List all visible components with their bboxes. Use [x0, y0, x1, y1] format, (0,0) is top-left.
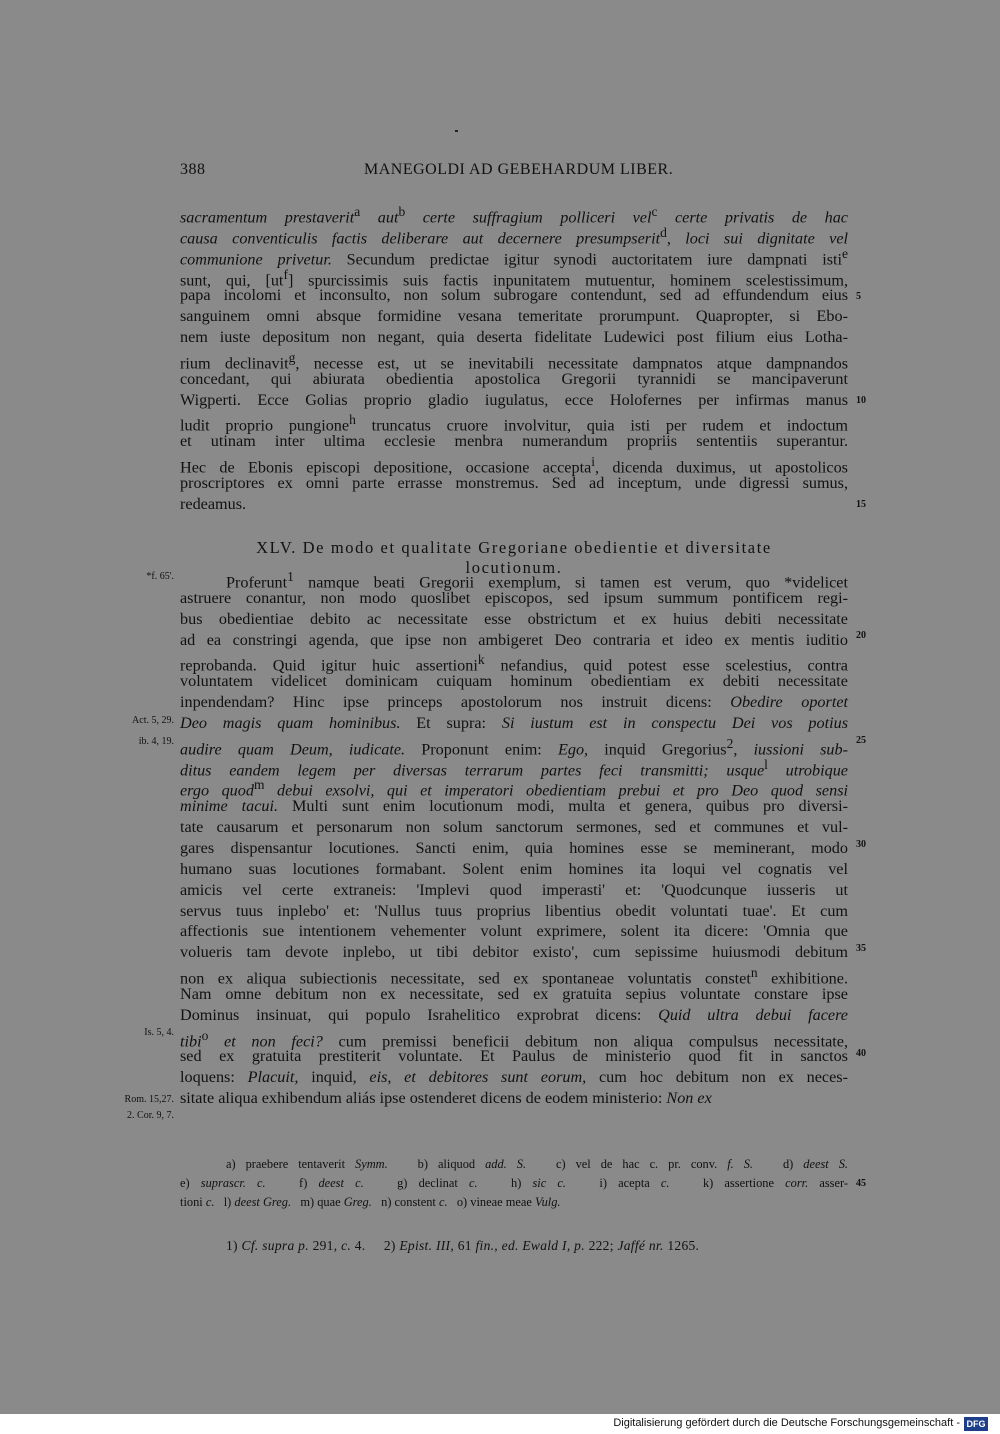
text-block-1: [180, 202, 848, 515]
page-mark: [455, 130, 458, 132]
margin-note: Rom. 15,27.: [124, 1094, 174, 1105]
text-line: minime tacui. Multi sunt enim locutionum modi, multa et genera, quibus pro diversi-: [180, 797, 848, 816]
text-line: astruere conantur, non modo quoslibet episcopos, sed ipsum summum pontificem regi-: [180, 588, 848, 607]
line-number: 5: [856, 291, 861, 302]
text-line: servus tuus inplebo' et: 'Nullus tuus proprius libentius obedit voluntati tuae'. Et cum: [180, 901, 848, 920]
text-line: volueris tam devote inplebo, ut tibi debitor existo', cum sepissime huiusmodi debitum: [180, 943, 848, 962]
text-line: voluntatem videlicet dominicam cuiquam hominum obedientiam ex debiti necessitate: [180, 672, 848, 691]
line-number: 35: [856, 943, 866, 954]
text-line: ad ea constringi agenda, que ipse non ambigeret Deo contraria et ideo ex mentis iuditio: [180, 630, 848, 649]
line-number: 20: [856, 630, 866, 641]
text-line: loquens: Placuit, inquid, eis, et debitores sunt eorum, cum hoc debitum non ex neces-: [180, 1068, 848, 1087]
text-line: sunt, qui, $[ut^f]$ spurcissimis suis factis inpunitatem mutuentur, hominem scelestissimum,: [180, 266, 848, 289]
text-line: nem iuste depositum non negant, quia deserta fidelitate Ludewici post filium eius Lotha-: [180, 328, 848, 347]
funding-notice: Digitalisierung gefördert durch die Deutsche Forschungsgemeinschaft -: [613, 1417, 960, 1429]
dfg-logo: DFG: [964, 1417, 988, 1431]
text-line: communione privetur. Secundum predictae igitur synodi auctoritatem iure dampnati isti$^e$: [180, 245, 848, 269]
text-line: rium declinavit$^g$, necesse est, ut se inevitabili necessitate dampnatos atque dampnandos: [180, 349, 848, 373]
text-line: affectionis sue intentionem vehementer volunt exprimere, solent ita dicere: 'Omnia que: [180, 922, 848, 941]
text-line: amicis vel certe extraneis: 'Implevi quod imperasti' et: 'Quodcunque iusseris ut: [180, 880, 848, 899]
text-line: reprobanda. Quid igitur huic assertioni$^k$ nefandius, quid potest esse scelestius, contra: [180, 652, 848, 675]
text-line: papa incolomi et inconsulto, non solum subrogare contendunt, sed ad effundendum eius: [180, 286, 848, 305]
text-block-2: [180, 567, 848, 1109]
line-number: 30: [856, 839, 866, 850]
margin-note: *f. 65'.: [146, 571, 174, 582]
margin-note: Is. 5, 4.: [144, 1027, 174, 1038]
text-line: non ex aliqua subiectionis necessitate, sed ex spontaneae voluntatis constet$^n$ exhibitione.: [180, 965, 848, 988]
text-line: sed ex gratuita prestiterit voluntate. Et Paulus de ministerio quod fit in sanctos: [180, 1047, 848, 1066]
margin-note: Act. 5, 29.: [132, 715, 174, 726]
references: 1) Cf. supra p. 291, c. 4. 2) Epist. III, 61 fin., ed. Ewald I, p. 222; Jaffé nr. 1265.: [226, 1238, 700, 1253]
line-number: 40: [856, 1048, 866, 1059]
text-line: Hec de Ebonis episcopi depositione, occasione accepta$^i$, dicenda duximus, ut apostolicos: [180, 454, 848, 477]
text-line: ditus eandem legem per diversas terrarum partes feci transmitti; usque$^l$ utrobique: [180, 756, 848, 779]
text-line: bus obedientiae debito ac necessitate esse obstrictum et ex huius debiti necessitate: [180, 609, 848, 628]
text-line: sacramentum prestaverit$^a$ aut$^b$ certe suffragium polliceri vel$^c$ certe privatis de hac: [180, 204, 848, 227]
text-line: e) suprascr. c. f) deest c. g) declinat c. h) sic c. i) acepta c. k) assertione corr. asser-: [180, 1176, 848, 1190]
text-line: Proferunt$^1$ namque beati Gregorii exemplum, si tamen est verum, quo *videlicet: [226, 569, 848, 592]
text-line: Nam omne debitum non ex necessitate, sed ex gratuita sepius voluntate constare ipse: [180, 984, 848, 1003]
line-number: 15: [856, 499, 866, 510]
text-line: Wigperti. Ecce Golias proprio gladio iugulatus, ecce Holofernes per infirmas manus: [180, 390, 848, 409]
footnotes: [180, 1155, 848, 1212]
page-number: 388: [180, 161, 206, 178]
text-line: humano suas locutiones formabant. Solent enim homines ita loqui vel cognatis vel: [180, 859, 848, 878]
text-line: inpendendam? Hinc ipse princeps apostolorum nos instruit dicens: Obedire oportet: [180, 693, 848, 712]
text-line: tate causarum et personarum non solum sanctorum sermones, sed et communes et vul-: [180, 818, 848, 837]
text-line: sitate aliqua exhibendum aliás ipse ostenderet dicens de eodem ministerio: Non ex: [180, 1089, 712, 1108]
section-title-line-1: XLV. De modo et qualitate Gregoriane obedientie et diversitate: [256, 538, 772, 557]
text-line: tibi$^o$ et non feci? cum premissi beneficii debitum non aliqua compulsus necessitate,: [180, 1027, 849, 1050]
text-line: Dominus insinuat, qui populo Israhelitico exprobrat dicens: Quid ultra debui facere: [180, 1005, 848, 1024]
page-header: [180, 161, 850, 183]
text-line: ludit proprio pungione$^h$ truncatus cruore involvitur, quia isti per rudem et indoctum: [180, 412, 848, 435]
text-line: a) praebere tentaverit Symm. b) aliquod add. S. c) vel de hac c. pr. conv. f. S. d) deest S.: [226, 1157, 849, 1171]
text-line: et utinam inter ultima ecclesie menbra numerandum propriis sententiis superantur.: [180, 432, 848, 451]
text-line: proscriptores ex omni parte errasse monstremus. Sed ad inceptum, unde digressi sumus,: [180, 473, 848, 492]
text-line: tioni c. l) deest Greg. m) quae Greg. n) constent c. o) vineae meae Vulg.: [180, 1195, 561, 1209]
margin-note: ib. 4, 19.: [138, 736, 174, 747]
text-line: Deo magis quam hominibus. Et supra: Si iustum est in conspectu Dei vos potius: [180, 713, 848, 732]
footer-bar: [0, 1414, 1000, 1434]
text-line: sanguinem omni absque formidine vesana temeritate prorumpunt. Quapropter, si Ebo-: [180, 307, 848, 326]
text-line: concedant, qui abiurata obedientia apostolica Gregorii tyrannidi se mancipaverunt: [180, 369, 848, 388]
text-line: gares dispensantur locutiones. Sancti enim, quia homines esse se meminerant, modo: [180, 838, 848, 857]
text-line: causa conventiculis factis deliberare aut decernere presumpserit$^d$, loci sui dignitate vel: [180, 224, 849, 248]
line-number: 10: [856, 395, 866, 406]
section-title-line-2: locutionum.: [465, 558, 563, 577]
margin-note: 2. Cor. 9, 7.: [127, 1110, 174, 1121]
text-line: ergo quod$^m$ debui exsolvi, qui et imperatori obedientiam prebui et pro Deo quod sensi: [180, 777, 848, 800]
text-line: redeamus.: [180, 494, 247, 513]
line-number: 45: [856, 1178, 866, 1189]
text-line: audire quam Deum, iudicate. Proponunt enim: Ego, inquid Gregorius$^2$, iussioni sub-: [180, 735, 848, 759]
line-number: 25: [856, 735, 866, 746]
running-title: MANEGOLDI AD GEBEHARDUM LIBER.: [364, 161, 674, 178]
